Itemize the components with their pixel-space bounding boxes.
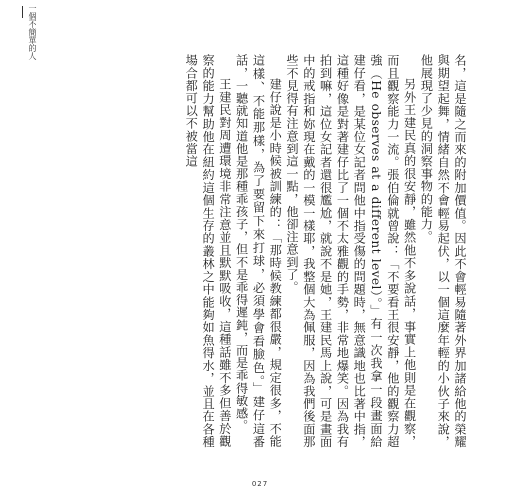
body-text bbox=[52, 54, 468, 448]
paragraph-1: 名，這是隨之而來的附加價值。因此不會輕易隨著外界加諸給他的榮耀與期望起舞，情緒自然不會輕易起伏，以一個這麼年輕的小伙子來說，他展現了少見的洞察事物的能力。 bbox=[419, 54, 467, 448]
page-number: 027 bbox=[251, 480, 269, 488]
running-head: 一個不簡單的人 bbox=[28, 4, 37, 60]
paragraph-4: 王建民對周遭環境非常注意並且默默吸收，這種話雖不多但善於觀察的能力幫助他在紐約這個生存的叢林之中能夠如魚得水，並且在各種場合都可以不被當這 bbox=[184, 54, 232, 448]
paragraph-2: 另外王建民真的很安靜，雖然他不多說話，事實上他則是在觀察，而且觀察能力一流。張伯倫就曾說：「不要看王很安靜，他的觀察力超強（He observes at a different level）。」有一次我拿一段畫面給建仔看，是某位女記者問他中指受傷的問題時，無意識地也比著中指，這種好像是對著建仔比了一個不太雅觀的手勢，非常地爆笑。因為我有拍到嘛，這位女記者還很尷尬，就說不是她，王建民馬上說，可是畫面中的戒指和妳現在戴的一模一樣耶，我整個大為佩服，因為我們後面那些不見得有注意到這一點，他卻注意到了。 bbox=[285, 54, 417, 448]
paragraph-3: 建仔說是小時候被訓練的：「那時候教練都很嚴，規定很多，不能這樣、不能那樣，為了要留下來打球，必須學會看臉色。」建仔這番話，一聽就知道他是那種乖孩子，但不是乖得遲鈍，而是乖得敏感。 bbox=[234, 54, 283, 448]
header-rule bbox=[22, 6, 23, 18]
